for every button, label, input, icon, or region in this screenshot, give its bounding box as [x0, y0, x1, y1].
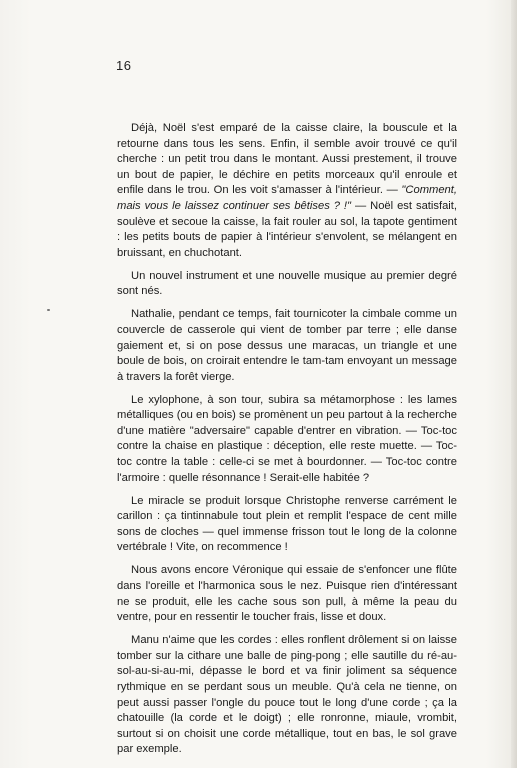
paragraph-2: Un nouvel instrument et une nouvelle musique au premier degré sont nés. — [117, 269, 457, 298]
paragraph-4: Le xylophone, à son tour, subira sa métamorphose : les lames métalliques (ou en bois) se promènent un peu partout à la recherche d'une matière "adversaire" capable d'entrer en vibration. — Toc-toc contre la chaise en plastique : déception, elle reste muette. — Toc-toc contre la table : celle-ci se met à bourdonner. — Toc-toc contre l'armoire : quelle résonnance ! Serait-elle habitée ? — [117, 393, 457, 484]
page-edge — [511, 0, 517, 768]
paragraph-1 — [117, 121, 457, 261]
paragraph-1-after: — Noël est satisfait, soulève et secoue la caisse, la fait rouler au sol, la tapote gentiment : les petits bouts de papier à l'intérieur s'envolent, se mélangent en bruissant, en chuchotant. — [117, 199, 458, 259]
body-text — [117, 121, 457, 765]
paragraph-5: Le miracle se produit lorsque Christophe renverse carrément le carillon : ça tintinnabule tout plein et remplit l'espace de cent mille sons de cloches — quel immense frisson tout le long de la colonne vertébrale ! Vite, on recommence ! — [117, 494, 457, 554]
paragraph-1-before: Déjà, Noël s'est emparé de la caisse claire, la bouscule et la retourne dans tous les sens. Enfin, il semble avoir trouvé ce qu'il cherche : un petit trou dans le montant. Aussi prestement, il trouve un bout de papier, le déchire en petits morceaux qu'il enroule et enfile dans le trou. On les voit s'amasser à l'intérieur. — — [117, 122, 457, 197]
paragraph-3: Nathalie, pendant ce temps, fait tournicoter la cimbale comme un couvercle de casserole qui vient de tomber par terre ; elle danse gaiement et, si on pose dessus une maracas, un triangle et une boule de bois, on croirait entendre le tam-tam envoyant un message à travers la forêt vierge. — [117, 308, 457, 383]
page-number: 16 — [116, 58, 132, 73]
paragraph-1-quote: "Comment, mais vous le laissez continuer ses bêtises ? !" — [117, 184, 457, 212]
paragraph-7: Manu n'aime que les cordes : elles ronflent drôlement si on laisse tomber sur la cithare une balle de ping-pong ; elle sautille du ré-au-sol-au-si-au-mi, dépasse le bord et va finir joliment sa séquence rythmique en se perdant sous un meuble. Qu'à cela ne tienne, on peut aussi passer l'ongle du pouce tout le long d'une corde ; ça la chatouille (la corde et le doigt) ; elle ronronne, miaule, vrombit, surtout si on choisit une corde métallique, tout en bas, le sol grave par exemple. — [117, 634, 457, 756]
ink-speck — [47, 309, 50, 311]
paragraph-6: Nous avons encore Véronique qui essaie de s'enfoncer une flûte dans l'oreille et l'harmonica sous le nez. Puisque rien d'intéressant ne se produit, elle les cache sous son pull, à même la peau du ventre, pour en ressentir le toucher frais, lisse et doux. — [117, 564, 457, 624]
